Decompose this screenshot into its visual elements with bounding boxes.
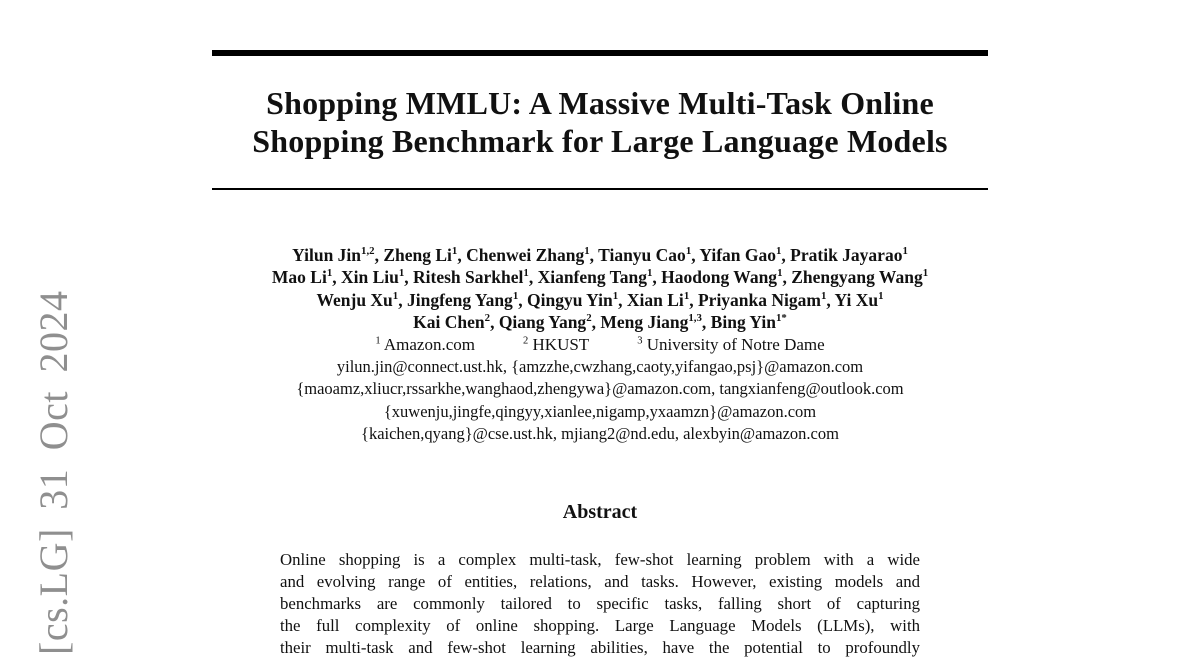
affiliation-item: $^2$ HKUST	[523, 334, 590, 354]
affiliation-line	[0, 334, 1200, 356]
author-block	[0, 244, 1200, 446]
author-lines	[0, 244, 1200, 334]
abstract-line: benchmarks are commonly tailored to specific tasks, falling short of capturing	[280, 594, 920, 613]
email-line: {maoamz,xliucr,rssarkhe,wanghaod,zhengywa}@amazon.com, tangxianfeng@outlook.com	[296, 379, 904, 399]
author-line: Wenju Xu$^1$, Jingfeng Yang$^1$, Qingyu Yin$^1$, Xian Li$^1$, Priyanka Nigam$^1$, Yi Xu$^1$	[316, 289, 884, 310]
arxiv-watermark: [cs.LG] 31 Oct 2024	[31, 290, 76, 655]
abstract-heading: Abstract	[562, 501, 638, 523]
paper-title-line-1: Shopping MMLU: A Massive Multi-Task Online	[266, 85, 934, 121]
abstract-line: Online shopping is a complex multi-task, few-shot learning problem with a wide	[280, 550, 920, 569]
author-line: Mao Li$^1$, Xin Liu$^1$, Ritesh Sarkhel$^1$, Xianfeng Tang$^1$, Haodong Wang$^1$, Zhengyang Wang$^1$	[271, 267, 929, 288]
top-rule	[212, 50, 988, 56]
abstract-line: their multi-task and few-shot learning abilities, have the potential to profoundly	[280, 638, 920, 657]
author-line: Kai Chen$^2$, Qiang Yang$^2$, Meng Jiang$^{1,3}$, Bing Yin$^{1*}$	[413, 312, 787, 333]
abstract-body	[280, 549, 920, 659]
email-line: {kaichen,qyang}@cse.ust.hk, mjiang2@nd.edu, alexbyin@amazon.com	[361, 424, 839, 444]
title-rule	[212, 188, 988, 190]
abstract-line: the full complexity of online shopping. Large Language Models (LLMs), with	[280, 616, 920, 635]
email-line: {xuwenju,jingfe,qingyy,xianlee,nigamp,yxaamzn}@amazon.com	[383, 401, 817, 421]
paper-title-line-2: Shopping Benchmark for Large Language Models	[252, 123, 948, 159]
affiliation-item: $^3$ University of Notre Dame	[637, 334, 825, 354]
email-line: yilun.jin@connect.ust.hk, {amzzhe,cwzhang,caoty,yifangao,psj}@amazon.com	[336, 357, 864, 377]
email-lines	[0, 356, 1200, 446]
abstract-line: and evolving range of entities, relations, and tasks. However, existing models and	[280, 572, 920, 591]
affiliation-item: $^1$ Amazon.com	[375, 334, 475, 354]
author-line: Yilun Jin$^{1,2}$, Zheng Li$^1$, Chenwei Zhang$^1$, Tianyu Cao$^1$, Yifan Gao$^1$, Pratik Jayarao$^1$	[292, 245, 908, 265]
paper-title	[0, 84, 1200, 160]
